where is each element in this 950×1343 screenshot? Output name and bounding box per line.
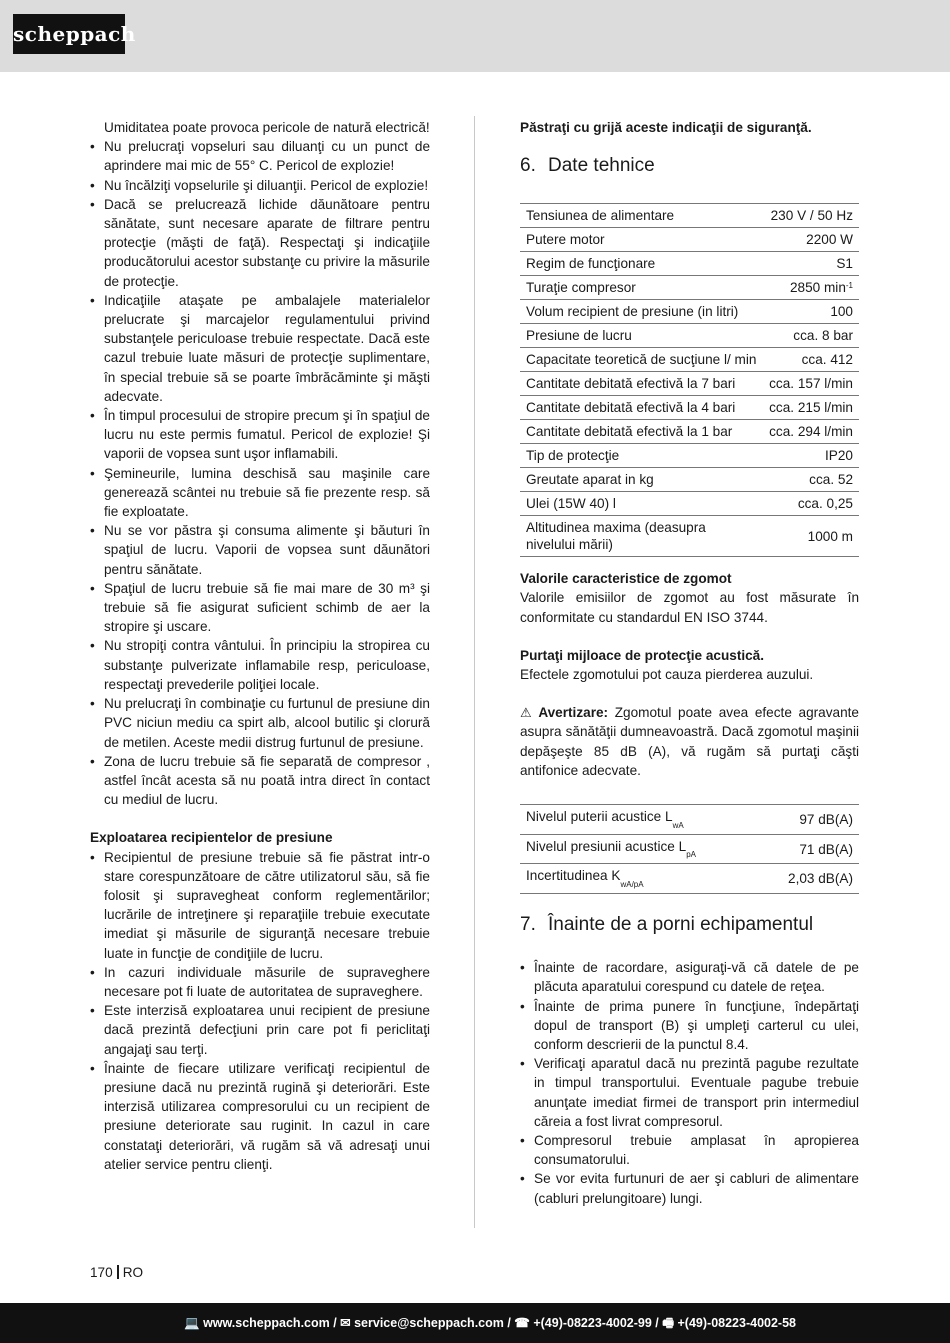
ear-protection-text: Efectele zgomotului pot cauza pierderea auzului. [520, 667, 814, 683]
warning-triangle-icon: ⚠ [520, 705, 532, 721]
spec-value: cca. 215 l/min [769, 400, 853, 416]
table-row [520, 300, 859, 324]
safety-list [90, 137, 430, 809]
spec-label: Altitudinea maxima (deasupra nivelului mării) [526, 520, 706, 553]
noise-value: 97 dB(A) [799, 811, 853, 827]
spec-label: Putere motor [526, 232, 605, 248]
table-row [520, 492, 859, 516]
spec-label: Volum recipient de presiune (in litri) [526, 304, 739, 320]
table-row [520, 324, 859, 348]
table-row [520, 444, 859, 468]
page-number-separator [117, 1265, 119, 1279]
noise-label-text: Nivelul puterii acustice L [526, 809, 673, 825]
list-item: • Spaţiul de lucru trebuie să fie mai mare de 30 m³ şi trebuie să fie asigurat suficient schimb de aer la stropire şi uscare. [90, 579, 430, 637]
list-item: • Înainte de prima punere în funcţiune, îndepărtaţi dopul de transport (B) şi umpleţi carterul cu ulei, conform descrierii de la punctul 8.4. [520, 997, 859, 1055]
spec-label: Ulei (15W 40) l [526, 496, 616, 512]
section-number: 6. [520, 155, 536, 177]
table-row [520, 396, 859, 420]
spec-label: Turaţie compresor [526, 280, 636, 296]
spec-value: cca. 8 bar [793, 328, 853, 344]
table-row [520, 372, 859, 396]
spec-value: cca. 294 l/min [769, 424, 853, 440]
list-item: • Nu prelucraţi în combinaţie cu furtunul de presiune din PVC niciun mediu ca spirt alb, alcool butilic şi clorură de metilen. Aceste medii distrug furtunul de presiune. [90, 694, 430, 752]
list-item: • Nu încălziţi vopselurile şi diluanţii. Pericol de explozie! [90, 176, 430, 195]
spec-value-text: 2850 min [789, 280, 846, 296]
noise-label-text: Incertitudinea K [526, 868, 621, 884]
header-bar [0, 0, 950, 72]
pressure-vessel-list [90, 848, 430, 1174]
spec-label: Cantitate debitată efectivă la 1 bar [526, 424, 733, 440]
table-row [520, 276, 859, 300]
list-item: • Indicaţiile ataşate pe ambalajele materialelor prelucrate şi marcajelor regulamentului privind substanţele periculoase trebuie respectate. Dacă este cazul trebuie luate măsuri de protecţie suplimentare, în special trebuie să se poarte îmbrăcăminte şi măşti adecvate. [90, 291, 430, 406]
spec-value: S1 [836, 256, 853, 272]
list-item: • Nu prelucraţi vopseluri sau diluanţi cu un punct de aprindere mai mic de 55° C. Pericol de explozie! [90, 137, 430, 175]
list-item: • Înainte de fiecare utilizare verificaţi recipientul de presiune dacă nu prezintă rugină şi deteriorări. Este interzisă utilizarea compresorului cu un recipient de presiune deteriorate sau ruginit. In cazul in care constataţi deteriorări, vă rugăm să vă adresaţi unui atelier service pentru clienţi. [90, 1059, 430, 1174]
list-item: • Nu se vor păstra şi consuma alimente şi băuturi în spaţiul de lucru. Vaporii de vopsea sunt dăunători pentru sănătate. [90, 521, 430, 579]
list-item: • Se vor evita furtunuri de aer şi cabluri de alimentare (cabluri prelungitoare) lungi. [520, 1169, 859, 1207]
spec-label: Tensiunea de alimentare [526, 208, 675, 224]
noise-values-table [520, 804, 859, 894]
paragraph: Umiditatea poate provoca pericole de natură electrică! [104, 120, 430, 135]
spec-value-exponent: -1 [845, 281, 853, 291]
section-number: 7. [520, 914, 536, 936]
keep-instructions-note: Păstraţi cu grijă aceste indicaţii de siguranţă. [520, 120, 812, 135]
page-number [90, 1265, 143, 1280]
spec-label: Cantitate debitată efectivă la 4 bari [526, 400, 736, 416]
noise-label-text: Nivelul presiunii acustice L [526, 838, 687, 854]
noise-label [520, 805, 758, 835]
spec-value: 100 [830, 304, 853, 320]
list-item: • Este interzisă exploatarea unui recipient de presiune dacă prezintă defecţiuni prin care pot fi periclitaţi angajaţi sau terţi. [90, 1001, 430, 1059]
section-title-text: Date tehnice [548, 155, 655, 177]
spec-label: Cantitate debitată efectivă la 7 bari [526, 376, 736, 392]
list-item: • Şemineurile, lumina deschisă sau maşinile care generează scântei nu trebuie să fie prezente resp. să fie exploatate. [90, 464, 430, 522]
section-heading: Exploatarea recipientelor de presiune [90, 830, 333, 846]
spec-label: Greutate aparat in kg [526, 472, 654, 488]
spec-label: Presiune de lucru [526, 328, 632, 344]
brand-logo: scheppach [13, 14, 125, 54]
noise-label [520, 864, 758, 894]
table-row [520, 228, 859, 252]
noise-label-subscript: pA [686, 850, 696, 860]
warning-label: Avertizare: [538, 705, 609, 721]
column-divider [474, 116, 475, 1228]
table-row [520, 420, 859, 444]
page-number-value: 170 [90, 1265, 113, 1280]
list-item: • Înainte de racordare, asiguraţi-vă că datele de pe plăcuta aparatului corespund cu datele de reţea. [520, 958, 859, 996]
noise-value: 2,03 dB(A) [788, 871, 853, 887]
section-title-text: Înainte de a porni echipamentul [548, 914, 814, 936]
section-title-before-start [520, 912, 859, 938]
spec-value: 230 V / 50 Hz [770, 208, 853, 224]
table-row [520, 516, 859, 557]
list-item: • Nu stropiţi contra vântului. În principiu la stropirea cu substanţe pulverizate inflamabile resp, periculoase, respectaţi prevederile poliţiei locale. [90, 636, 430, 694]
spec-value: cca. 412 [801, 352, 853, 368]
warning-paragraph [520, 703, 859, 780]
right-column [520, 118, 859, 1208]
list-item: • Dacă se prelucrează lichide dăunătoare pentru sănătate, sunt necesare aparate de filtrare pentru protecţie (măşti de faţă). Respectaţi şi indicaţiile producătorului acestor substanţe cu privire la măsurile de protecţie. [90, 195, 430, 291]
left-column [90, 118, 430, 1174]
list-item: • Compresorul trebuie amplasat în apropierea consumatorului. [520, 1131, 859, 1169]
spec-value: cca. 0,25 [797, 496, 853, 512]
table-row [520, 805, 859, 835]
list-item: • Recipientul de presiune trebuie să fie păstrat intr-o stare corespunzătoare de către utilizatorul său, să fie folosit şi supravegheat conform reglementărilor; lucrările de intreţinere şi reparaţiile trebuie executate imediat şi măsurile de siguranţă necesare trebuie luate in funcţie de condiţiile de lucru. [90, 848, 430, 963]
list-item: • Verificaţi aparatul dacă nu prezintă pagube rezultate in timpul transportului. Eventuale pagube trebuie anunţate imediat firmei de transport prin intermediul căreia a fost livrat compresorul. [520, 1054, 859, 1131]
spec-value: 1000 m [807, 528, 853, 544]
language-code: RO [122, 1265, 144, 1280]
noise-value: 71 dB(A) [799, 841, 853, 857]
spec-value: IP20 [825, 448, 853, 464]
before-start-list [520, 958, 859, 1208]
spec-value: cca. 52 [809, 472, 853, 488]
spec-label: Capacitate teoretică de sucţiune l/ min [526, 352, 757, 368]
list-item: • In cazuri individuale măsurile de supraveghere necesare pot fi luate de autoritatea de supraveghere. [90, 963, 430, 1001]
contact-info: 💻 www.scheppach.com / ✉ service@scheppach.com / ☎ +(49)-08223-4002-99 / 🖷 +(49)-08223-4002-58 [184, 1316, 796, 1330]
list-item: • În timpul procesului de stropire precum şi în spaţiul de lucru nu este permis fumatul. Pericol de explozie! Şi vaporii de vopsea sunt uşor inflamabili. [90, 406, 430, 464]
section-title-technical-data [520, 153, 859, 179]
warning-text: Zgomotul poate avea efecte agravante asupra sănătăţii dumneavoastră. Dacă zgomotul maşinii depăşeşte 85 dB (A), vă rugăm să purtaţi căşti antifonice adecvate. [520, 705, 859, 778]
spec-value: 2200 W [806, 232, 853, 248]
table-row [520, 468, 859, 492]
table-row [520, 204, 859, 228]
noise-label [520, 834, 758, 864]
noise-heading: Valorile caracteristice de zgomot [520, 571, 732, 587]
noise-label-subscript: wA/pA [620, 880, 644, 890]
table-row [520, 834, 859, 864]
spec-label: Regim de funcţionare [526, 256, 656, 272]
noise-text: Valorile emisiilor de zgomot au fost măsurate în conformitate cu standardul EN ISO 3744. [520, 590, 859, 625]
footer-contact-bar [0, 1303, 950, 1343]
table-row [520, 252, 859, 276]
table-row [520, 348, 859, 372]
list-item: • Zona de lucru trebuie să fie separată de compresor , astfel încât acesta să nu poată intra direct în contact cu mediul de lucru. [90, 752, 430, 810]
noise-label-subscript: wA [672, 820, 684, 830]
ear-protection-heading: Purtaţi mijloace de protecţie acustică. [520, 647, 765, 663]
spec-value [763, 276, 859, 300]
technical-data-table [520, 203, 859, 557]
table-row [520, 864, 859, 894]
spec-value: cca. 157 l/min [769, 376, 853, 392]
spec-label: Tip de protecţie [526, 448, 620, 464]
